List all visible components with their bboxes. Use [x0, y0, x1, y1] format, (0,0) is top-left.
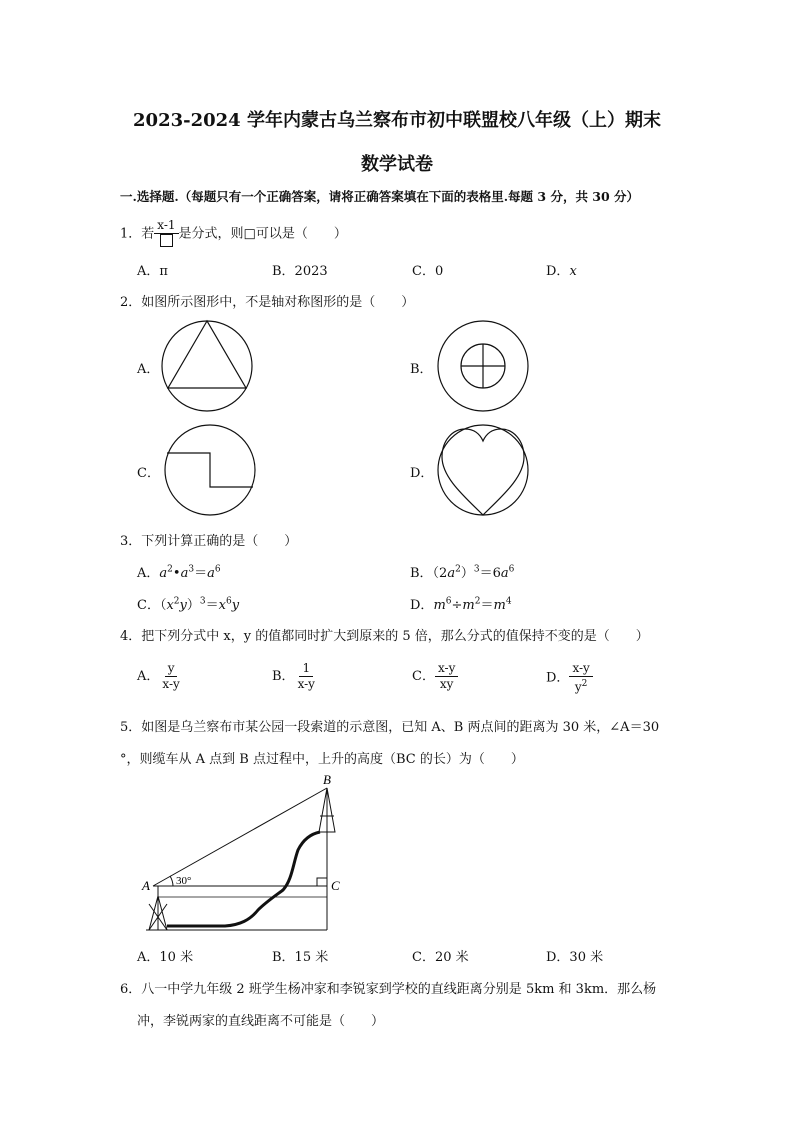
heart-icon [442, 429, 524, 515]
denominator-exponent: 2 [581, 679, 588, 689]
q4-option-b [272, 661, 318, 692]
question-3-stem: 3．下列计算正确的是（ ） [120, 534, 298, 549]
point-label-b: B [323, 772, 331, 787]
denominator-base: y [574, 680, 582, 694]
q4-option-d [546, 661, 593, 695]
angle-label: 30° [176, 875, 192, 887]
question-5-stem-line1: 5．如图是乌兰察布市某公园一段索道的示意图，已知 A、B 两点间的距离为 30 米，∠A＝30 [120, 720, 660, 735]
question-6-stem-line2: 冲，李锐两家的直线距离不可能是（ ） [137, 1014, 385, 1029]
q1-option-d-label: D． [546, 264, 570, 279]
q3-option-d: D．$m^6\div m^2=m^4$ [410, 596, 512, 613]
q3-option-d-label: D． [410, 598, 434, 613]
angle-arc [170, 876, 173, 886]
q2-label-d: D． [410, 466, 434, 481]
numerator: x-y [569, 661, 592, 677]
q5-option-d: D．30 米 [546, 950, 604, 965]
q2-label-a: A． [137, 362, 160, 377]
q2-figure-a [160, 319, 254, 413]
q1-option-b: B．2023 [272, 264, 328, 279]
step-line-shape [167, 453, 253, 487]
q4-option-c [412, 661, 458, 692]
q1-option-d [546, 260, 577, 279]
q2-label-c: C． [137, 466, 160, 481]
page-title-line1: 2023-2024 学年内蒙古乌兰察布市初中联盟校八年级（上）期末 [133, 110, 661, 131]
q1-fraction [154, 218, 178, 250]
q1-denominator [157, 234, 176, 250]
question-1-stem [120, 218, 347, 250]
q4-option-b-label: B． [272, 669, 295, 684]
right-angle-mark [317, 878, 327, 886]
denominator: xy [439, 677, 454, 691]
question-6-stem-line1: 6．八一中学九年级 2 班学生杨冲家和李锐家到学校的直线距离分别是 5km 和 3km．那么杨 [120, 982, 657, 997]
q5-cableway-figure [140, 772, 340, 937]
numerator: y [165, 661, 178, 677]
q5-option-a: A．10 米 [137, 950, 194, 965]
blank-box-icon [160, 234, 173, 247]
q4-option-c-label: C． [412, 669, 435, 684]
q4-option-a-label: A． [137, 669, 160, 684]
q1-option-c: C．0 [412, 264, 444, 279]
q3-option-a-label: A． [137, 566, 160, 581]
denominator: x-y [162, 677, 180, 691]
q1-numerator: x-1 [154, 218, 178, 234]
q3-option-b: B．$(2a^2)^3=6a^6$ [410, 564, 515, 581]
page-title-line2: 数学试卷 [361, 154, 433, 175]
q3-option-c: C．$(x^2y)^3=x^6y$ [137, 596, 240, 613]
circle-shape [438, 425, 528, 515]
q2-label-b: B． [410, 362, 433, 377]
question-4-stem: 4．把下列分式中 x，y 的值都同时扩大到原来的 5 倍，那么分式的值保持不变的是（ ） [120, 629, 649, 644]
q2-figure-d [436, 423, 530, 517]
point-label-c: C [331, 878, 340, 893]
section-header: 一.选择题.（每题只有一个正确答案，请将正确答案填在下面的表格里.每题 3 分，共 30 分） [120, 189, 640, 204]
q2-figure-b [436, 319, 530, 413]
question-5-stem-line2: °，则缆车从 A 点到 B 点过程中，上升的高度（BC 的长）为（ ） [120, 752, 524, 767]
q4-option-a-fraction [159, 661, 182, 692]
denominator: x-y [297, 677, 315, 691]
q3-option-b-label: B．（2 [410, 566, 448, 581]
q3-option-c-label: C．（ [137, 598, 167, 613]
numerator: 1 [299, 661, 313, 677]
point-label-a: A [142, 878, 150, 893]
q4-option-c-fraction [435, 661, 458, 692]
cable-line-ab [153, 788, 327, 886]
q4-option-a [137, 661, 183, 692]
q4-option-d-label: D． [546, 670, 570, 686]
denominator [572, 677, 591, 695]
numerator: x-y [435, 661, 458, 677]
q1-option-d-var: x [569, 264, 577, 279]
q4-option-d-fraction [569, 661, 592, 695]
q1-option-a: A．π [137, 264, 168, 279]
q5-option-b: B．15 米 [272, 950, 329, 965]
q3-option-a: A．$a^2•a^3=a^6$ [137, 564, 221, 581]
q5-option-c: C．20 米 [412, 950, 469, 965]
q2-figure-c [163, 423, 257, 517]
q1-prefix: 1．若 [120, 226, 155, 242]
q1-suffix: 是分式，则□可以是（ ） [178, 226, 347, 242]
question-2-stem: 2．如图所示图形中，不是轴对称图形的是（ ） [120, 295, 415, 310]
triangle-shape [168, 321, 246, 388]
circle-shape [162, 321, 252, 411]
q4-option-b-fraction [295, 661, 318, 692]
